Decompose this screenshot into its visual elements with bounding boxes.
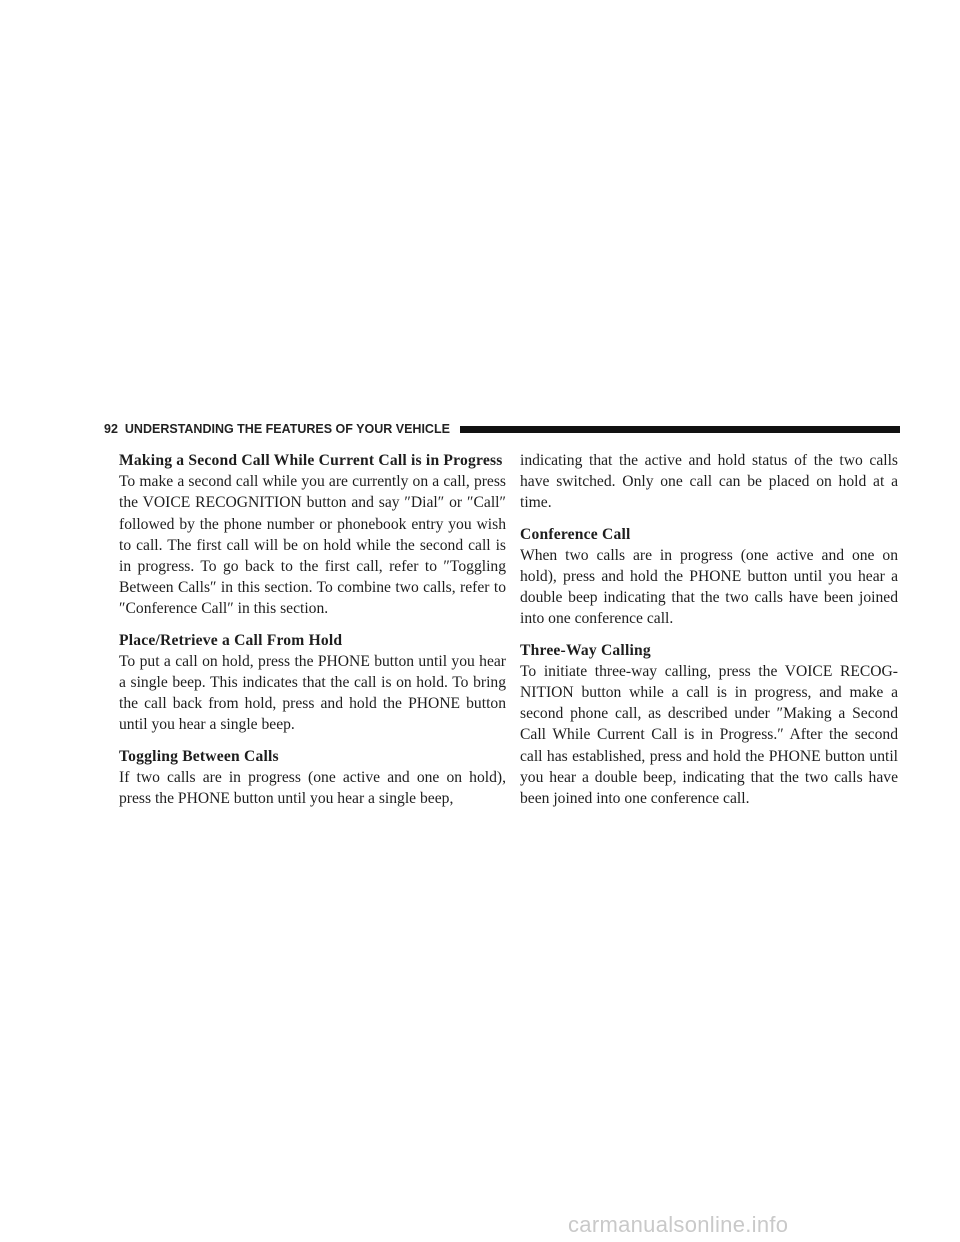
right-column (520, 450, 898, 819)
section-heading: Toggling Between Calls (119, 747, 279, 765)
section-body: If two calls are in progress (one active and one on hold), press the PHONE button until you hear a single beep, (119, 768, 506, 808)
section-body: To initiate three-way calling, press the VOICE RECOG-NITION button while a call is in progress, and make a second phone call, as described under ″Making a Second Call While Current Call is in Progress.″ After the second call has established, press and hold the PHONE button until you hear a double beep, indicating that the two calls have been joined into one conference call. (520, 662, 898, 808)
section-body: indicating that the active and hold status of the two calls have switched. Only one call can be placed on hold at a time. (520, 452, 898, 512)
chapter-title: UNDERSTANDING THE FEATURES OF YOUR VEHICLE (124, 422, 450, 436)
section-call-hold (119, 630, 506, 736)
section-heading: Three-Way Calling (520, 641, 651, 659)
section-body: When two calls are in progress (one active and one on hold), press and hold the PHONE button until you hear a double beep indicating that the two calls have been joined into one conference call. (520, 546, 898, 628)
section-body: To make a second call while you are currently on a call, press the VOICE RECOGNITION button and say ″Dial″ or ″Call″ followed by the phone number or phonebook entry you wish to call. The first call will be on hold while the second call is in progress. To go back to the first call, refer to ″Toggling Between Calls″ in this section. To combine two calls, refer to ″Conference Call″ in this section. (119, 473, 506, 618)
header-rule (460, 426, 900, 433)
left-column (119, 450, 506, 819)
section-toggling-calls (119, 746, 506, 810)
section-three-way-calling (520, 640, 898, 810)
page-number: 92 (104, 422, 118, 436)
section-second-call (119, 450, 506, 620)
section-heading: Place/Retrieve a Call From Hold (119, 631, 343, 649)
section-body: To put a call on hold, press the PHONE button until you hear a single beep. This indicates that the call is on hold. To bring the call back from hold, press and hold the PHONE button until you hear a single beep. (119, 652, 506, 734)
page-header (104, 418, 900, 440)
section-toggling-continued (520, 450, 898, 514)
site-watermark: carmanualsonline.info (568, 1212, 789, 1237)
section-heading: Making a Second Call While Current Call is in Progress (119, 452, 503, 469)
section-heading: Conference Call (520, 525, 631, 543)
section-conference-call (520, 524, 898, 630)
